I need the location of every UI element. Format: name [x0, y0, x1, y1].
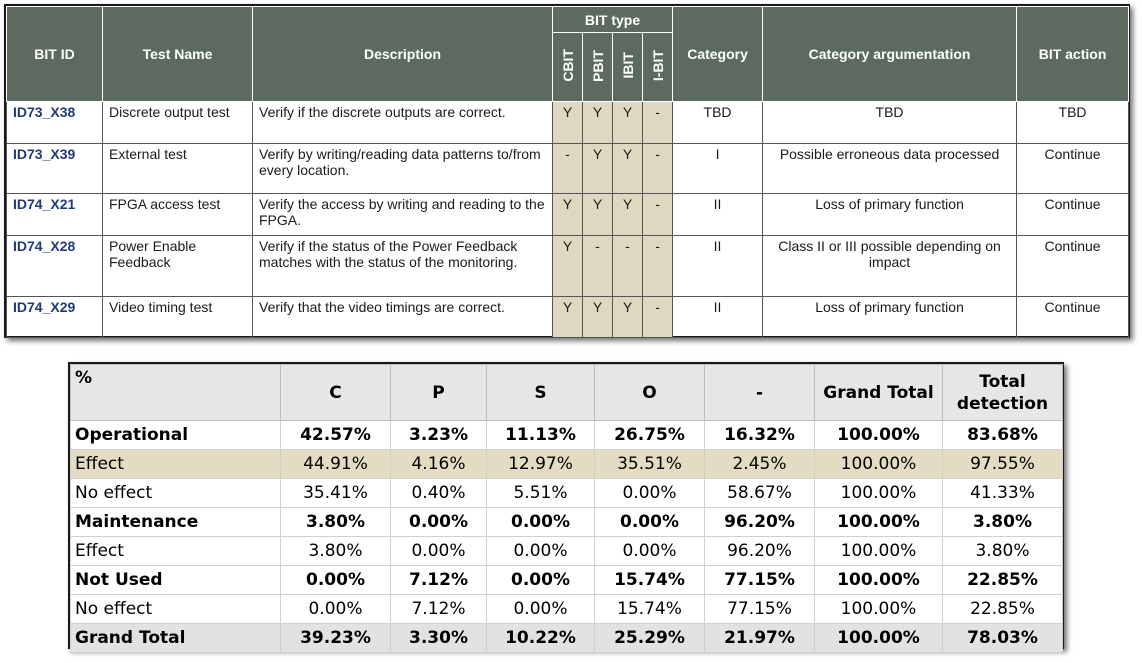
cell-c: 3.80%	[281, 508, 391, 537]
bit-table-panel	[4, 4, 1130, 338]
cell-c: 0.00%	[281, 595, 391, 624]
bit-row	[7, 102, 1129, 144]
cell-p: 7.12%	[391, 595, 487, 624]
header-c: C	[281, 365, 391, 421]
cbit-value: Y	[553, 236, 583, 297]
cell-grand-total: 100.00%	[815, 537, 943, 566]
category: TBD	[673, 102, 763, 144]
cell-c: 44.91%	[281, 450, 391, 479]
cell-p: 3.30%	[391, 624, 487, 653]
header-bit-action: BIT action	[1017, 7, 1129, 102]
bit-id: ID73_X39	[7, 144, 103, 194]
row-label: No effect	[71, 595, 281, 624]
bit-table	[6, 6, 1129, 338]
header-o: O	[595, 365, 705, 421]
category: I	[673, 144, 763, 194]
i-bit-value: -	[643, 102, 673, 144]
header-cbit: CBIT	[553, 33, 583, 102]
table-row	[71, 537, 1063, 566]
cell-p: 0.00%	[391, 537, 487, 566]
i-bit-value: -	[643, 144, 673, 194]
bit-action: TBD	[1017, 102, 1129, 144]
i-bit-value: -	[643, 236, 673, 297]
header-category: Category	[673, 7, 763, 102]
bit-row	[7, 236, 1129, 297]
description: Verify if the status of the Power Feedback matches with the status of the monitoring.	[253, 236, 553, 297]
bit-id: ID73_X38	[7, 102, 103, 144]
cell-o: 0.00%	[595, 537, 705, 566]
row-label: No effect	[71, 479, 281, 508]
cell-o: 0.00%	[595, 479, 705, 508]
ibit-value: Y	[613, 297, 643, 338]
cell-grand-total: 100.00%	[815, 595, 943, 624]
i-bit-value: -	[643, 194, 673, 236]
percentage-table	[70, 364, 1063, 653]
test-name: Power Enable Feedback	[103, 236, 253, 297]
cell-dash: 16.32%	[705, 421, 815, 450]
cell-p: 0.40%	[391, 479, 487, 508]
bit-id: ID74_X29	[7, 297, 103, 338]
row-label: Effect	[71, 450, 281, 479]
test-name: External test	[103, 144, 253, 194]
cell-s: 0.00%	[487, 537, 595, 566]
cell-grand-total: 100.00%	[815, 508, 943, 537]
ibit-value: Y	[613, 194, 643, 236]
cell-o: 26.75%	[595, 421, 705, 450]
category: II	[673, 297, 763, 338]
cell-total-detection: 41.33%	[943, 479, 1063, 508]
cell-c: 35.41%	[281, 479, 391, 508]
test-name: Video timing test	[103, 297, 253, 338]
bit-row	[7, 297, 1129, 338]
bit-action: Continue	[1017, 236, 1129, 297]
description: Verify the access by writing and reading to the FPGA.	[253, 194, 553, 236]
cell-s: 0.00%	[487, 566, 595, 595]
table-row-grand-total	[71, 624, 1063, 653]
header-test-name: Test Name	[103, 7, 253, 102]
header-ibit: IBIT	[613, 33, 643, 102]
pbit-value: Y	[583, 194, 613, 236]
cell-s: 12.97%	[487, 450, 595, 479]
row-label: Operational	[71, 421, 281, 450]
header-bit-id: BIT ID	[7, 7, 103, 102]
cell-total-detection: 3.80%	[943, 537, 1063, 566]
row-label: Not Used	[71, 566, 281, 595]
bit-action: Continue	[1017, 194, 1129, 236]
description: Verify by writing/reading data patterns to/from every location.	[253, 144, 553, 194]
cell-dash: 2.45%	[705, 450, 815, 479]
cell-o: 15.74%	[595, 595, 705, 624]
bit-action: Continue	[1017, 297, 1129, 338]
row-label: Maintenance	[71, 508, 281, 537]
table-row	[71, 508, 1063, 537]
header-dash: -	[705, 365, 815, 421]
bit-action: Continue	[1017, 144, 1129, 194]
cbit-value: Y	[553, 194, 583, 236]
bit-row	[7, 194, 1129, 236]
header-p: P	[391, 365, 487, 421]
header-s: S	[487, 365, 595, 421]
table-row	[71, 566, 1063, 595]
header-total-detection: Total detection	[943, 365, 1063, 421]
cell-grand-total: 100.00%	[815, 566, 943, 595]
cell-o: 35.51%	[595, 450, 705, 479]
category: II	[673, 236, 763, 297]
test-name: Discrete output test	[103, 102, 253, 144]
table-row	[71, 421, 1063, 450]
cell-s: 0.00%	[487, 595, 595, 624]
category: II	[673, 194, 763, 236]
table-row	[71, 595, 1063, 624]
header-i-bit: I-BIT	[643, 33, 673, 102]
pbit-value: Y	[583, 102, 613, 144]
category-argumentation: Loss of primary function	[763, 297, 1017, 338]
header-category-argumentation: Category argumentation	[763, 7, 1017, 102]
table-row	[71, 479, 1063, 508]
cell-c: 39.23%	[281, 624, 391, 653]
description: Verify if the discrete outputs are correct.	[253, 102, 553, 144]
header-pbit: PBIT	[583, 33, 613, 102]
cell-o: 25.29%	[595, 624, 705, 653]
cell-total-detection: 22.85%	[943, 566, 1063, 595]
cbit-value: -	[553, 144, 583, 194]
ibit-value: -	[613, 236, 643, 297]
cell-total-detection: 97.55%	[943, 450, 1063, 479]
cell-grand-total: 100.00%	[815, 624, 943, 653]
cbit-value: Y	[553, 102, 583, 144]
category-argumentation: Loss of primary function	[763, 194, 1017, 236]
bit-id: ID74_X21	[7, 194, 103, 236]
cbit-value: Y	[553, 297, 583, 338]
header-bit-type: BIT type	[553, 7, 673, 33]
cell-o: 15.74%	[595, 566, 705, 595]
pbit-value: Y	[583, 144, 613, 194]
cell-dash: 21.97%	[705, 624, 815, 653]
cell-grand-total: 100.00%	[815, 450, 943, 479]
cell-dash: 77.15%	[705, 595, 815, 624]
category-argumentation: Class II or III possible depending on impact	[763, 236, 1017, 297]
cell-total-detection: 3.80%	[943, 508, 1063, 537]
cell-dash: 77.15%	[705, 566, 815, 595]
cell-grand-total: 100.00%	[815, 479, 943, 508]
cell-p: 0.00%	[391, 508, 487, 537]
row-label: Effect	[71, 537, 281, 566]
percentage-table-panel	[68, 362, 1064, 649]
category-argumentation: Possible erroneous data processed	[763, 144, 1017, 194]
cell-s: 0.00%	[487, 508, 595, 537]
cell-p: 7.12%	[391, 566, 487, 595]
i-bit-value: -	[643, 297, 673, 338]
header-percent: %	[71, 365, 281, 421]
table-row	[71, 450, 1063, 479]
cell-c: 3.80%	[281, 537, 391, 566]
cell-p: 4.16%	[391, 450, 487, 479]
pbit-value: Y	[583, 297, 613, 338]
cell-s: 10.22%	[487, 624, 595, 653]
cell-grand-total: 100.00%	[815, 421, 943, 450]
cell-s: 11.13%	[487, 421, 595, 450]
cell-o: 0.00%	[595, 508, 705, 537]
cell-dash: 96.20%	[705, 537, 815, 566]
cell-total-detection: 78.03%	[943, 624, 1063, 653]
bit-row	[7, 144, 1129, 194]
header-description: Description	[253, 7, 553, 102]
header-grand-total: Grand Total	[815, 365, 943, 421]
ibit-value: Y	[613, 102, 643, 144]
description: Verify that the video timings are correct.	[253, 297, 553, 338]
cell-c: 42.57%	[281, 421, 391, 450]
cell-total-detection: 83.68%	[943, 421, 1063, 450]
pbit-value: -	[583, 236, 613, 297]
test-name: FPGA access test	[103, 194, 253, 236]
bit-id: ID74_X28	[7, 236, 103, 297]
cell-c: 0.00%	[281, 566, 391, 595]
cell-total-detection: 22.85%	[943, 595, 1063, 624]
cell-p: 3.23%	[391, 421, 487, 450]
cell-s: 5.51%	[487, 479, 595, 508]
ibit-value: Y	[613, 144, 643, 194]
row-label: Grand Total	[71, 624, 281, 653]
cell-dash: 58.67%	[705, 479, 815, 508]
category-argumentation: TBD	[763, 102, 1017, 144]
cell-dash: 96.20%	[705, 508, 815, 537]
